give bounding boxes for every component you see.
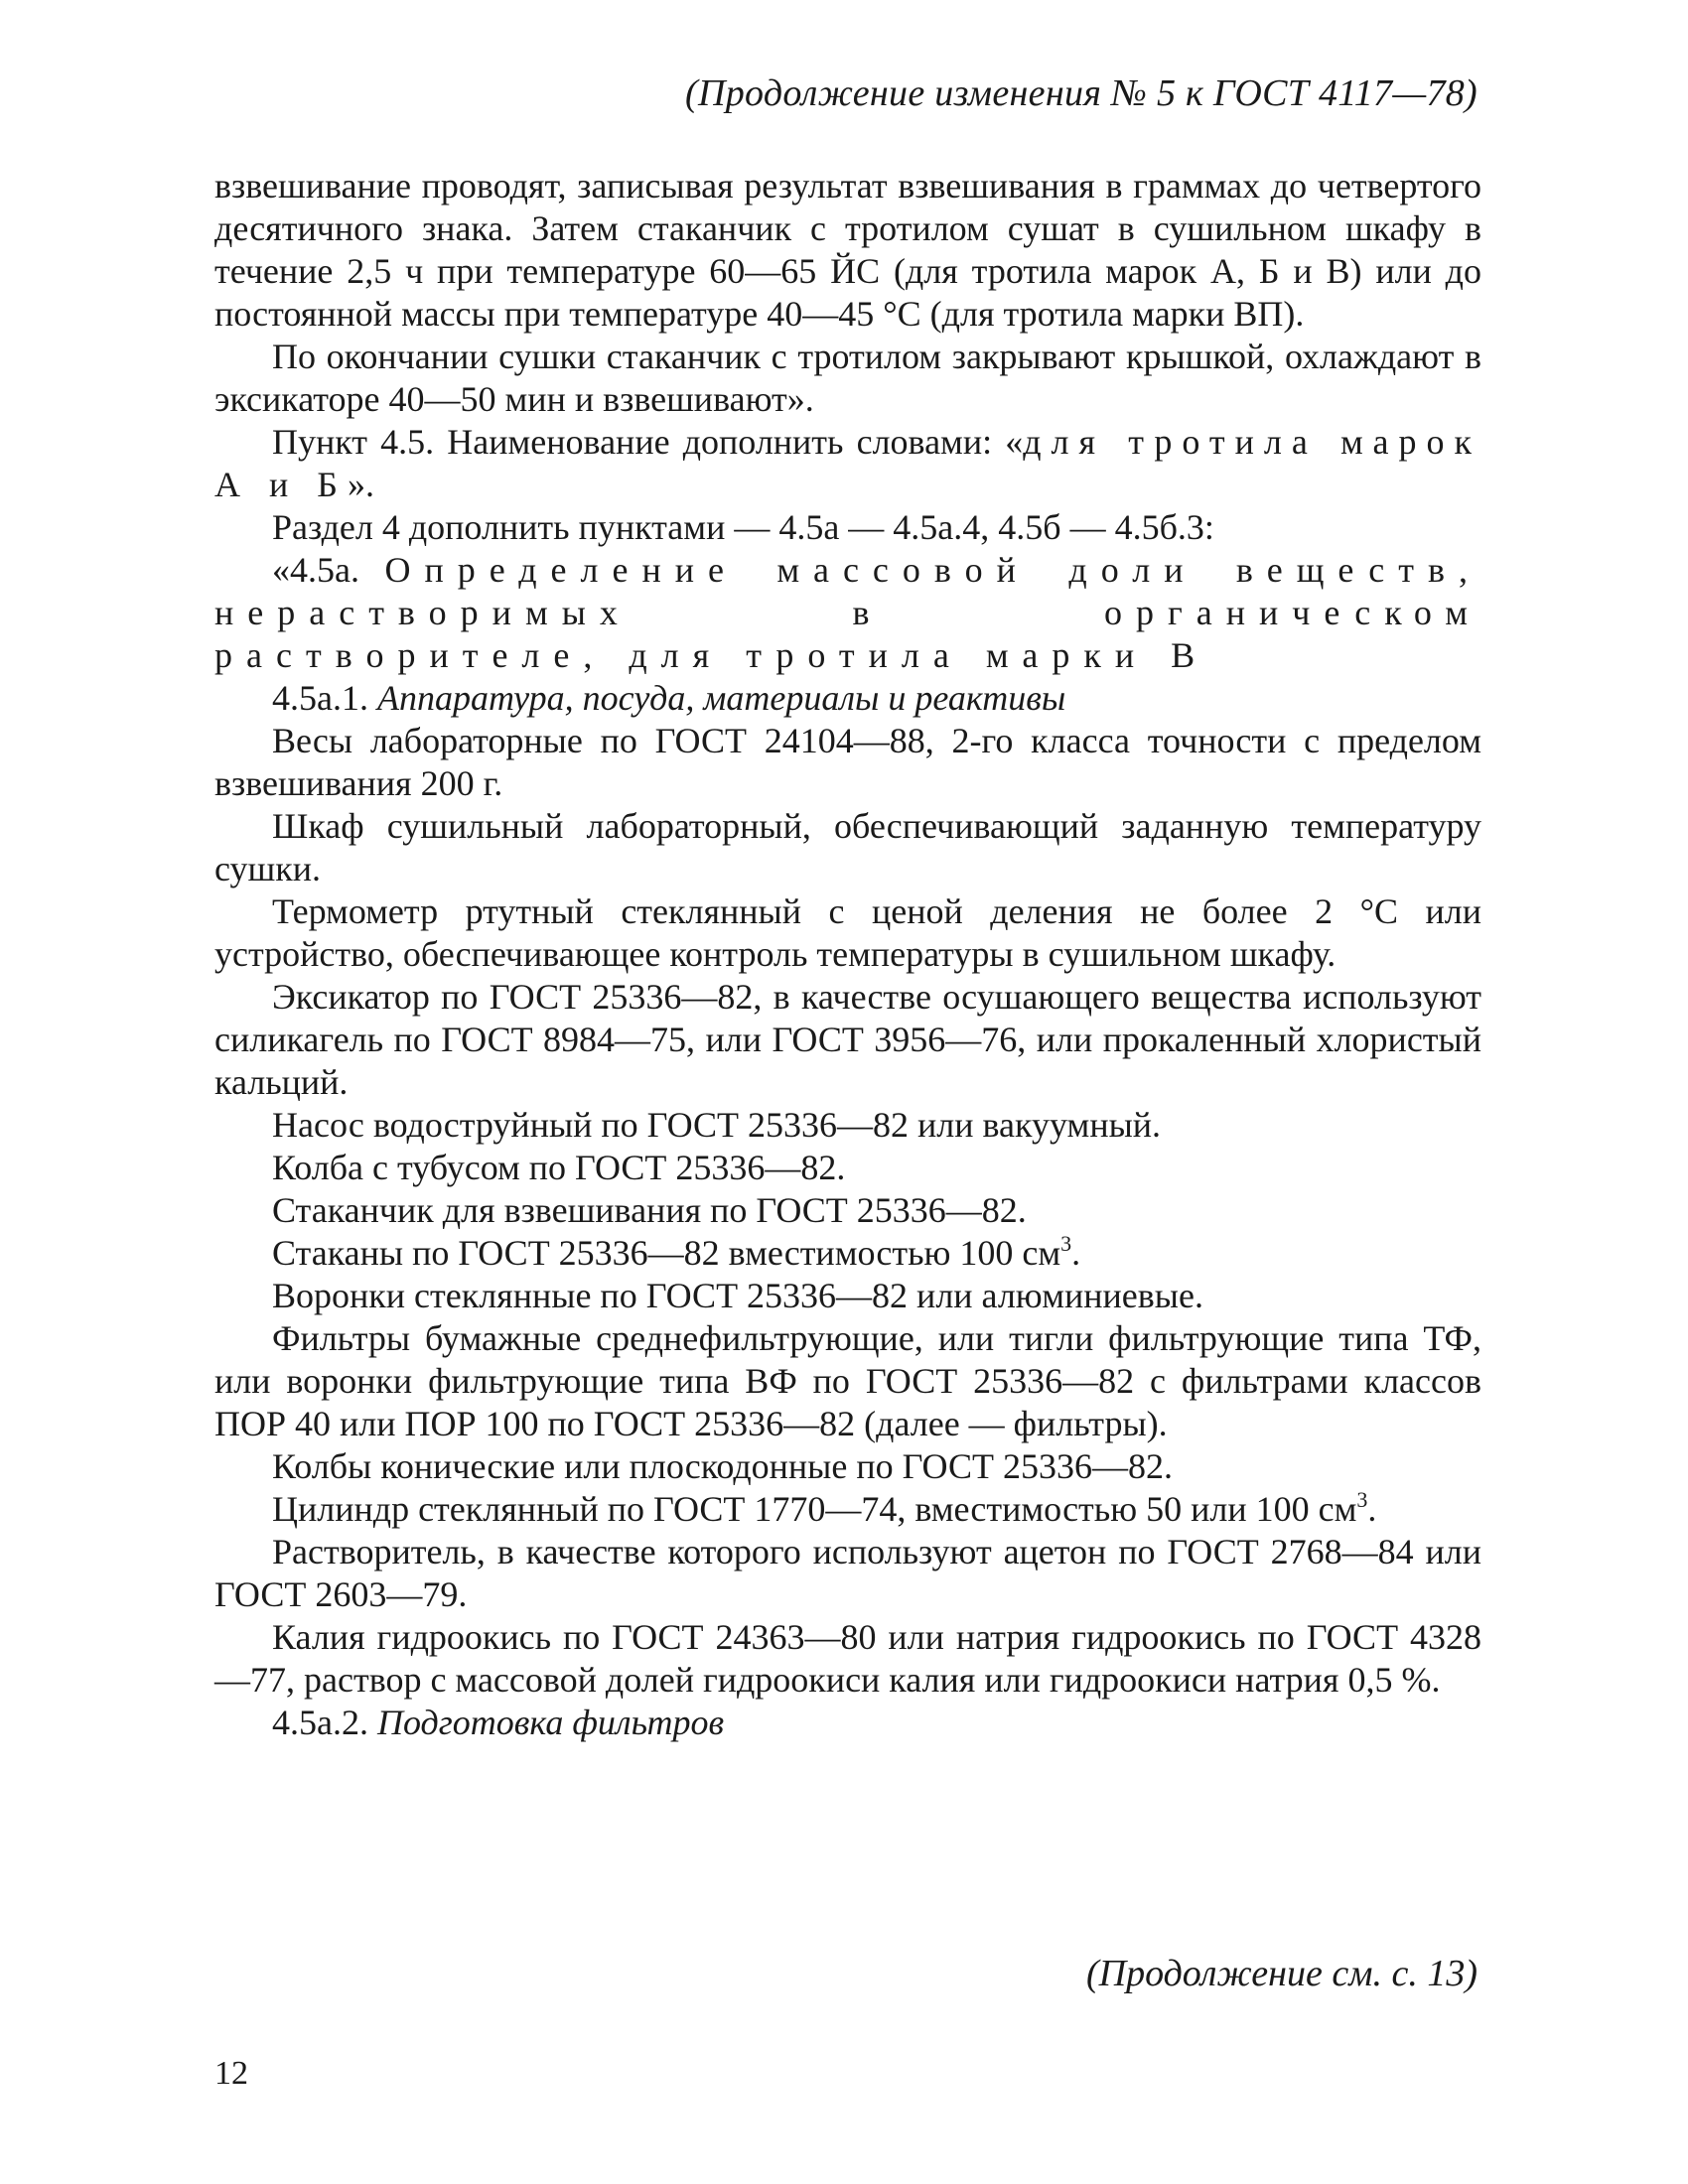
beakers-text: Стаканы по ГОСТ 25336—82 вместимостью 100 см: [272, 1233, 1061, 1273]
heading-4-5a-number: «4.5а.: [272, 550, 385, 590]
heading-4-5a-spaced: Определение массовой доли веществ, нерастворимых в органическом растворителе, для тротила марки В: [214, 550, 1481, 675]
beakers-tail: .: [1071, 1233, 1081, 1273]
paragraph-weighing: взвешивание проводят, записывая результат взвешивания в граммах до четвертого десятичного знака. Затем стаканчик с тротилом сушат в сушильном шкафу в течение 2,5 ч при температуре 60—65 ЙС (для тротила марок А, Б и В) или до постоянной массы при температуре 40—45 °С (для тротила марки ВП).: [214, 166, 1481, 334]
paragraph-solvent: Растворитель, в качестве которого используют ацетон по ГОСТ 2768—84 или ГОСТ 2603—79.: [214, 1532, 1481, 1614]
cylinder-tail: .: [1367, 1489, 1377, 1529]
paragraph-scales: Весы лабораторные по ГОСТ 24104—88, 2-го класса точности с пределом взвешивания 200 г.: [214, 721, 1481, 803]
continuation-note: (Продолжение см. с. 13): [1085, 1953, 1477, 1994]
item-4-5-spaced: для тротила марок А и Б: [214, 422, 1481, 504]
paragraph-4-5a-1: [214, 677, 1481, 720]
paragraph-item-4-5: [214, 421, 1481, 506]
document-body: [214, 165, 1481, 1744]
beakers-sup: 3: [1060, 1231, 1072, 1256]
paragraph-section-4-add: Раздел 4 дополнить пунктами — 4.5а — 4.5а.4, 4.5б — 4.5б.3:: [272, 507, 1214, 547]
paragraph-beakers: [214, 1232, 1481, 1275]
paragraph-cylinder: [214, 1488, 1481, 1531]
cylinder-text: Цилиндр стеклянный по ГОСТ 1770—74, вместимостью 50 или 100 см: [272, 1489, 1357, 1529]
paragraph-filters: Фильтры бумажные среднефильтрующие, или тигли фильтрующие типа ТФ, или воронки фильтрующие типа ВФ по ГОСТ 25336—82 с фильтрами классов ПОР 40 или ПОР 100 по ГОСТ 25336—82 (далее — фильтры).: [214, 1318, 1481, 1443]
page-number: 12: [214, 2055, 248, 2092]
item-4-5-lead: Пункт 4.5. Наименование дополнить словами: «: [272, 422, 1024, 462]
paragraph-weighing-cup: Стаканчик для взвешивания по ГОСТ 25336—82.: [272, 1190, 1027, 1230]
paragraph-thermometer: Термометр ртутный стеклянный с ценой деления не более 2 °С или устройство, обеспечивающее контроль температуры в сушильном шкафу.: [214, 891, 1481, 974]
paragraph-drying-end: По окончании сушки стаканчик с тротилом закрывают крышкой, охлаждают в эксикаторе 40—50 мин и взвешивают».: [214, 337, 1481, 419]
paragraph-desiccator: Эксикатор по ГОСТ 25336—82, в качестве осушающего вещества используют силикагель по ГОСТ 8984—75, или ГОСТ 3956—76, или прокаленный хлористый кальций.: [214, 977, 1481, 1102]
paragraph-flasks: Колбы конические или плоскодонные по ГОСТ 25336—82.: [272, 1446, 1173, 1486]
subheading-2-title: Подготовка фильтров: [376, 1703, 725, 1742]
paragraph-4-5a-2: [214, 1702, 1481, 1744]
subheading-title: Аппаратура, посуда, материалы и реактивы: [376, 678, 1066, 718]
page-header: (Продолжение изменения № 5 к ГОСТ 4117—78): [685, 72, 1477, 114]
paragraph-oven: Шкаф сушильный лабораторный, обеспечивающий заданную температуру сушки.: [214, 806, 1481, 888]
subheading-number: 4.5а.1.: [272, 678, 377, 718]
paragraph-4-5a-heading: [214, 549, 1481, 677]
cylinder-sup: 3: [1356, 1487, 1368, 1512]
paragraph-hydroxide: Калия гидроокись по ГОСТ 24363—80 или натрия гидроокись по ГОСТ 4328—77, раствор с массовой долей гидроокиси калия или гидроокиси натрия 0,5 %.: [214, 1617, 1481, 1700]
paragraph-pump: Насос водоструйный по ГОСТ 25336—82 или вакуумный.: [272, 1105, 1162, 1145]
paragraph-funnels: Воронки стеклянные по ГОСТ 25336—82 или алюминиевые.: [272, 1276, 1203, 1315]
subheading-2-number: 4.5а.2.: [272, 1703, 377, 1742]
item-4-5-tail: ».: [347, 465, 374, 504]
paragraph-flask-tube: Колба с тубусом по ГОСТ 25336—82.: [272, 1148, 846, 1187]
